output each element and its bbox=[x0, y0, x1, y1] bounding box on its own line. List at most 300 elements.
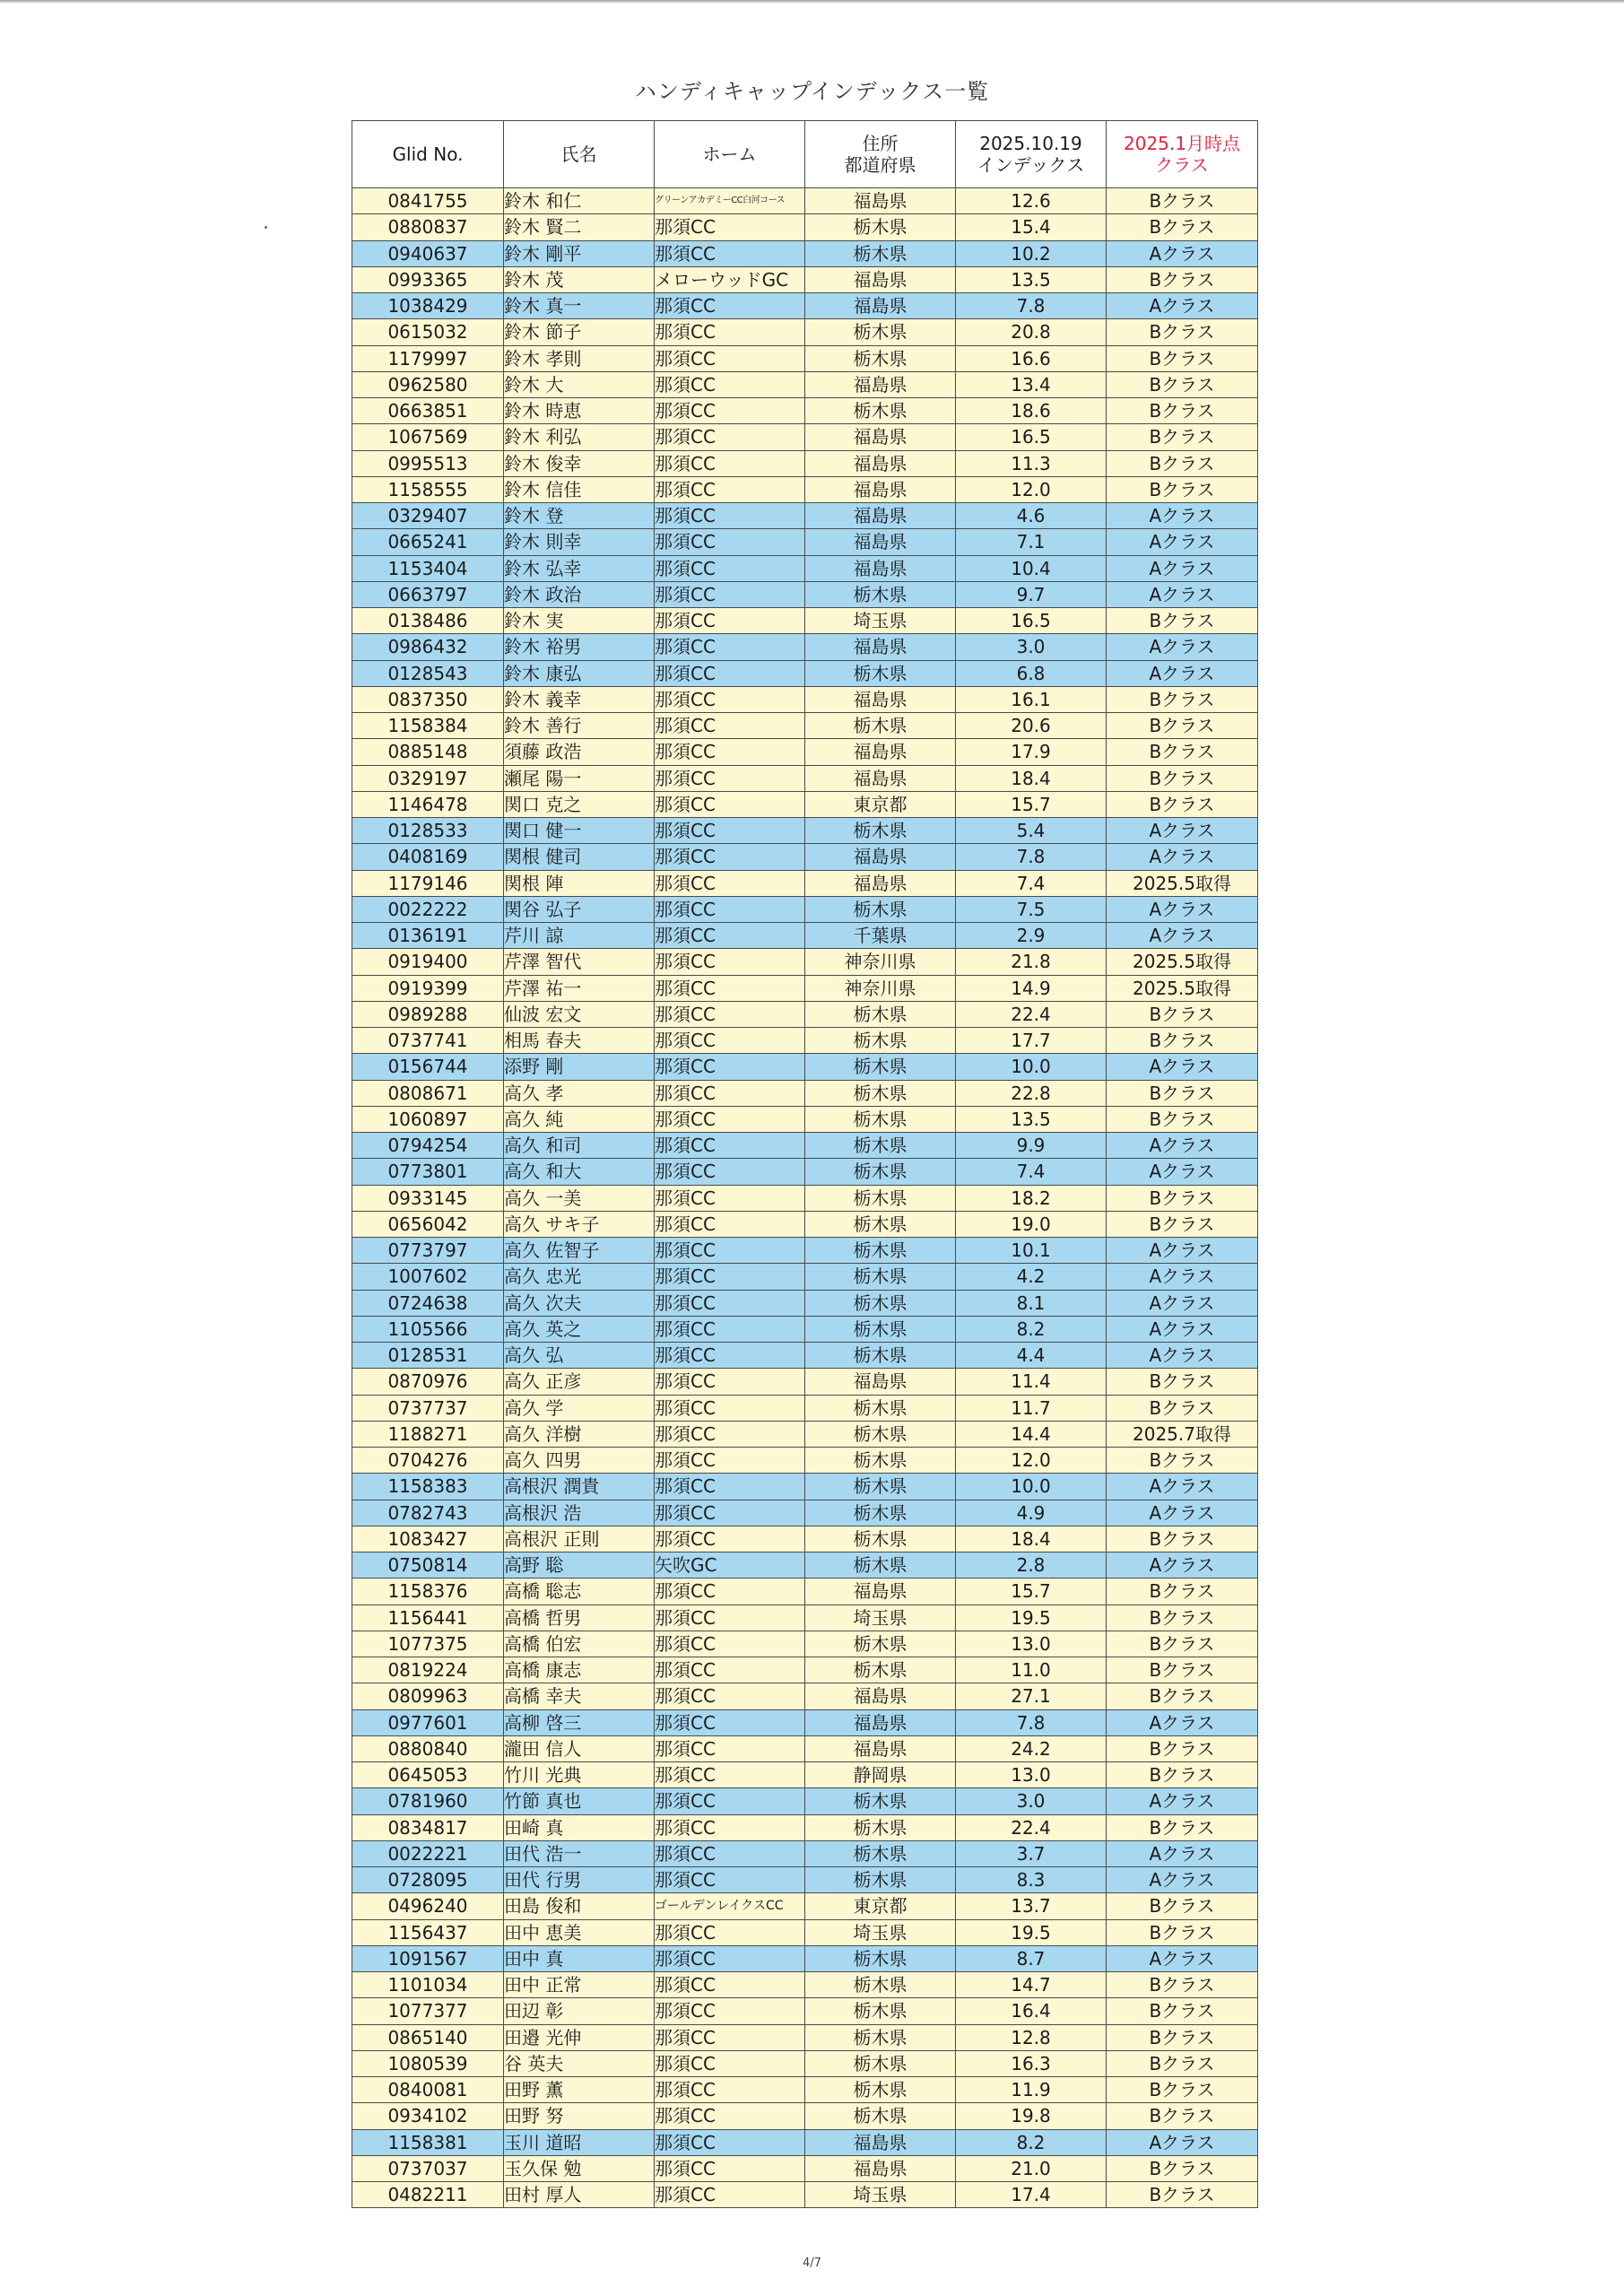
class-cell: Bクラス bbox=[1107, 2077, 1258, 2103]
prefecture-cell: 栃木県 bbox=[805, 1316, 956, 1342]
prefecture-cell: 福島県 bbox=[805, 529, 956, 555]
name-cell: 瀧田 信人 bbox=[504, 1735, 655, 1761]
name-cell: 田中 真 bbox=[504, 1945, 655, 1971]
class-cell: Bクラス bbox=[1107, 2182, 1258, 2208]
name-cell: 鈴木 和仁 bbox=[504, 188, 655, 214]
home-cell: メローウッドGC bbox=[655, 266, 805, 292]
index-cell: 19.0 bbox=[956, 1211, 1107, 1237]
prefecture-cell: 福島県 bbox=[805, 555, 956, 581]
home-cell: 那須CC bbox=[655, 398, 805, 424]
index-cell: 10.4 bbox=[956, 555, 1107, 581]
home-cell: 那須CC bbox=[655, 1605, 805, 1631]
home-cell: 那須CC bbox=[655, 214, 805, 240]
prefecture-cell: 栃木県 bbox=[805, 214, 956, 240]
table-row bbox=[352, 1578, 1258, 1605]
prefecture-cell: 栃木県 bbox=[805, 1290, 956, 1316]
index-cell: 9.7 bbox=[956, 581, 1107, 607]
prefecture-cell: 栃木県 bbox=[805, 2024, 956, 2050]
name-cell: 鈴木 信佳 bbox=[504, 476, 655, 502]
name-cell: 高橋 伯宏 bbox=[504, 1631, 655, 1657]
table-row bbox=[352, 2155, 1258, 2181]
index-cell: 15.4 bbox=[956, 214, 1107, 240]
index-cell: 10.2 bbox=[956, 240, 1107, 266]
prefecture-cell: 埼玉県 bbox=[805, 1919, 956, 1945]
prefecture-cell: 埼玉県 bbox=[805, 608, 956, 634]
table-row bbox=[352, 923, 1258, 949]
index-cell: 7.8 bbox=[956, 293, 1107, 319]
prefecture-cell: 栃木県 bbox=[805, 1840, 956, 1866]
page-title: ハンディキャップインデックス一覧 bbox=[634, 79, 990, 104]
glid-cell: 0837350 bbox=[352, 686, 504, 712]
index-cell: 13.0 bbox=[956, 1762, 1107, 1788]
home-cell: 那須CC bbox=[655, 2050, 805, 2076]
name-cell: 田崎 真 bbox=[504, 1814, 655, 1840]
prefecture-cell: 栃木県 bbox=[805, 1814, 956, 1840]
home-cell: 那須CC bbox=[655, 1159, 805, 1185]
glid-cell: 0737037 bbox=[352, 2155, 504, 2181]
index-cell: 18.2 bbox=[956, 1185, 1107, 1211]
glid-cell: 1067569 bbox=[352, 424, 504, 450]
prefecture-cell: 栃木県 bbox=[805, 1238, 956, 1264]
prefecture-cell: 福島県 bbox=[805, 1683, 956, 1709]
table-row bbox=[352, 896, 1258, 922]
index-cell: 2.8 bbox=[956, 1552, 1107, 1578]
name-cell: 鈴木 善行 bbox=[504, 713, 655, 739]
class-cell: Aクラス bbox=[1107, 1290, 1258, 1316]
home-cell: 那須CC bbox=[655, 1001, 805, 1027]
class-cell: Aクラス bbox=[1107, 634, 1258, 660]
scan-speck bbox=[265, 226, 267, 229]
home-cell: 那須CC bbox=[655, 1369, 805, 1395]
home-cell: 那須CC bbox=[655, 1106, 805, 1132]
index-cell: 5.4 bbox=[956, 818, 1107, 844]
name-cell: 鈴木 康弘 bbox=[504, 660, 655, 686]
index-cell: 13.5 bbox=[956, 266, 1107, 292]
table-row bbox=[352, 1631, 1258, 1657]
prefecture-cell: 栃木県 bbox=[805, 345, 956, 371]
glid-cell: 1077377 bbox=[352, 1998, 504, 2024]
header-prefecture bbox=[805, 121, 956, 188]
table-row bbox=[352, 1735, 1258, 1761]
index-cell: 11.3 bbox=[956, 450, 1107, 476]
index-cell: 16.4 bbox=[956, 1998, 1107, 2024]
name-cell: 田代 浩一 bbox=[504, 1840, 655, 1866]
index-cell: 19.5 bbox=[956, 1605, 1107, 1631]
class-cell: Aクラス bbox=[1107, 1840, 1258, 1866]
glid-cell: 1158376 bbox=[352, 1578, 504, 1605]
index-cell: 13.0 bbox=[956, 1631, 1107, 1657]
prefecture-cell: 福島県 bbox=[805, 371, 956, 397]
glid-cell: 0728095 bbox=[352, 1867, 504, 1893]
home-cell: 那須CC bbox=[655, 1683, 805, 1709]
class-cell: Aクラス bbox=[1107, 1316, 1258, 1342]
home-cell: 那須CC bbox=[655, 791, 805, 817]
name-cell: 高久 洋樹 bbox=[504, 1421, 655, 1447]
table-row bbox=[352, 371, 1258, 397]
index-cell: 7.4 bbox=[956, 870, 1107, 896]
home-cell: 那須CC bbox=[655, 2024, 805, 2050]
index-cell: 3.7 bbox=[956, 1840, 1107, 1866]
name-cell: 竹川 光典 bbox=[504, 1762, 655, 1788]
prefecture-cell: 栃木県 bbox=[805, 1421, 956, 1447]
glid-cell: 1158381 bbox=[352, 2129, 504, 2155]
class-cell: Bクラス bbox=[1107, 2103, 1258, 2129]
header-home: ホーム bbox=[655, 121, 805, 188]
class-cell: Bクラス bbox=[1107, 1395, 1258, 1421]
glid-cell: 1091567 bbox=[352, 1945, 504, 1971]
class-cell: Bクラス bbox=[1107, 345, 1258, 371]
glid-cell: 0138486 bbox=[352, 608, 504, 634]
home-cell: 那須CC bbox=[655, 1448, 805, 1474]
index-cell: 27.1 bbox=[956, 1683, 1107, 1709]
table-row bbox=[352, 818, 1258, 844]
table-row bbox=[352, 1316, 1258, 1342]
name-cell: 鈴木 時恵 bbox=[504, 398, 655, 424]
header-class-line1: 2025.1月時点 bbox=[1124, 133, 1240, 154]
class-cell: Bクラス bbox=[1107, 1526, 1258, 1552]
table-row bbox=[352, 1448, 1258, 1474]
prefecture-cell: 栃木県 bbox=[805, 1106, 956, 1132]
name-cell: 高久 一美 bbox=[504, 1185, 655, 1211]
name-cell: 田野 努 bbox=[504, 2103, 655, 2129]
home-cell: 那須CC bbox=[655, 634, 805, 660]
glid-cell: 0870976 bbox=[352, 1369, 504, 1395]
index-cell: 11.0 bbox=[956, 1657, 1107, 1683]
name-cell: 田野 薫 bbox=[504, 2077, 655, 2103]
home-cell: 那須CC bbox=[655, 765, 805, 791]
home-cell: 那須CC bbox=[655, 2103, 805, 2129]
class-cell: Aクラス bbox=[1107, 923, 1258, 949]
glid-cell: 1083427 bbox=[352, 1526, 504, 1552]
page-number: 4/7 bbox=[803, 2257, 821, 2270]
table-header-row bbox=[352, 121, 1258, 188]
prefecture-cell: 栃木県 bbox=[805, 1080, 956, 1106]
name-cell: 高柳 啓三 bbox=[504, 1709, 655, 1735]
home-cell: 那須CC bbox=[655, 1631, 805, 1657]
table-row bbox=[352, 1211, 1258, 1237]
home-cell: 那須CC bbox=[655, 2155, 805, 2181]
table-row bbox=[352, 870, 1258, 896]
table-body bbox=[352, 188, 1258, 2208]
name-cell: 田辺 彰 bbox=[504, 1998, 655, 2024]
index-cell: 7.5 bbox=[956, 896, 1107, 922]
glid-cell: 0880840 bbox=[352, 1735, 504, 1761]
glid-cell: 0737741 bbox=[352, 1028, 504, 1054]
home-cell: 那須CC bbox=[655, 1840, 805, 1866]
glid-cell: 1060897 bbox=[352, 1106, 504, 1132]
table-row bbox=[352, 1054, 1258, 1080]
prefecture-cell: 福島県 bbox=[805, 634, 956, 660]
class-cell: Aクラス bbox=[1107, 529, 1258, 555]
table-row bbox=[352, 949, 1258, 975]
index-cell: 12.8 bbox=[956, 2024, 1107, 2050]
name-cell: 田邉 光伸 bbox=[504, 2024, 655, 2050]
header-name: 氏名 bbox=[504, 121, 655, 188]
table-row bbox=[352, 214, 1258, 240]
index-cell: 2.9 bbox=[956, 923, 1107, 949]
index-cell: 8.3 bbox=[956, 1867, 1107, 1893]
class-cell: Aクラス bbox=[1107, 1264, 1258, 1290]
home-cell: 那須CC bbox=[655, 975, 805, 1001]
name-cell: 鈴木 義幸 bbox=[504, 686, 655, 712]
name-cell: 関谷 弘子 bbox=[504, 896, 655, 922]
class-cell: Aクラス bbox=[1107, 1474, 1258, 1500]
index-cell: 20.8 bbox=[956, 319, 1107, 345]
table-row bbox=[352, 1343, 1258, 1369]
home-cell: 那須CC bbox=[655, 686, 805, 712]
table-row bbox=[352, 1709, 1258, 1735]
class-cell: Bクラス bbox=[1107, 1893, 1258, 1919]
glid-cell: 0919399 bbox=[352, 975, 504, 1001]
table-row bbox=[352, 345, 1258, 371]
header-index-line1: 2025.10.19 bbox=[979, 133, 1082, 154]
name-cell: 関口 克之 bbox=[504, 791, 655, 817]
table-row bbox=[352, 1840, 1258, 1866]
name-cell: 高久 四男 bbox=[504, 1448, 655, 1474]
prefecture-cell: 栃木県 bbox=[805, 2103, 956, 2129]
prefecture-cell: 栃木県 bbox=[805, 1001, 956, 1027]
prefecture-cell: 栃木県 bbox=[805, 1028, 956, 1054]
prefecture-cell: 栃木県 bbox=[805, 1998, 956, 2024]
table-row bbox=[352, 398, 1258, 424]
class-cell: Bクラス bbox=[1107, 1001, 1258, 1027]
index-cell: 8.2 bbox=[956, 2129, 1107, 2155]
class-cell: Bクラス bbox=[1107, 1919, 1258, 1945]
glid-cell: 0934102 bbox=[352, 2103, 504, 2129]
prefecture-cell: 東京都 bbox=[805, 791, 956, 817]
home-cell: 那須CC bbox=[655, 1395, 805, 1421]
class-cell: Aクラス bbox=[1107, 1343, 1258, 1369]
table-row bbox=[352, 1474, 1258, 1500]
class-cell: Aクラス bbox=[1107, 1159, 1258, 1185]
name-cell: 関口 健一 bbox=[504, 818, 655, 844]
home-cell: 那須CC bbox=[655, 293, 805, 319]
name-cell: 高久 サキ子 bbox=[504, 1211, 655, 1237]
name-cell: 添野 剛 bbox=[504, 1054, 655, 1080]
class-cell: Bクラス bbox=[1107, 1080, 1258, 1106]
name-cell: 田代 行男 bbox=[504, 1867, 655, 1893]
class-cell: Bクラス bbox=[1107, 739, 1258, 765]
index-cell: 12.0 bbox=[956, 1448, 1107, 1474]
name-cell: 谷 英夫 bbox=[504, 2050, 655, 2076]
class-cell: Bクラス bbox=[1107, 266, 1258, 292]
glid-cell: 0773801 bbox=[352, 1159, 504, 1185]
glid-cell: 0022221 bbox=[352, 1840, 504, 1866]
table-row bbox=[352, 1762, 1258, 1788]
table-row bbox=[352, 765, 1258, 791]
table-row bbox=[352, 2024, 1258, 2050]
table-row bbox=[352, 1264, 1258, 1290]
index-cell: 21.8 bbox=[956, 949, 1107, 975]
name-cell: 鈴木 裕男 bbox=[504, 634, 655, 660]
prefecture-cell: 栃木県 bbox=[805, 398, 956, 424]
index-cell: 16.6 bbox=[956, 345, 1107, 371]
glid-cell: 0737737 bbox=[352, 1395, 504, 1421]
table-row bbox=[352, 1080, 1258, 1106]
home-cell: 那須CC bbox=[655, 581, 805, 607]
name-cell: 仙波 宏文 bbox=[504, 1001, 655, 1027]
index-cell: 22.8 bbox=[956, 1080, 1107, 1106]
name-cell: 高野 聡 bbox=[504, 1552, 655, 1578]
index-cell: 11.4 bbox=[956, 1369, 1107, 1395]
home-cell: 那須CC bbox=[655, 529, 805, 555]
home-cell: 那須CC bbox=[655, 1343, 805, 1369]
class-cell: Bクラス bbox=[1107, 476, 1258, 502]
class-cell: Aクラス bbox=[1107, 555, 1258, 581]
prefecture-cell: 埼玉県 bbox=[805, 2182, 956, 2208]
class-cell: Bクラス bbox=[1107, 1028, 1258, 1054]
glid-cell: 1077375 bbox=[352, 1631, 504, 1657]
glid-cell: 0724638 bbox=[352, 1290, 504, 1316]
header-index-line2: インデックス bbox=[977, 154, 1085, 176]
table-row bbox=[352, 1814, 1258, 1840]
prefecture-cell: 栃木県 bbox=[805, 2050, 956, 2076]
header-index bbox=[956, 121, 1107, 188]
index-cell: 16.1 bbox=[956, 686, 1107, 712]
name-cell: 高久 正彦 bbox=[504, 1369, 655, 1395]
glid-cell: 1146478 bbox=[352, 791, 504, 817]
home-cell: 那須CC bbox=[655, 1972, 805, 1998]
home-cell: 那須CC bbox=[655, 818, 805, 844]
index-cell: 8.2 bbox=[956, 1316, 1107, 1342]
prefecture-cell: 福島県 bbox=[805, 1735, 956, 1761]
glid-cell: 0986432 bbox=[352, 634, 504, 660]
class-cell: Bクラス bbox=[1107, 1735, 1258, 1761]
scan-edge bbox=[0, 0, 1624, 4]
glid-cell: 0933145 bbox=[352, 1185, 504, 1211]
index-cell: 4.6 bbox=[956, 503, 1107, 529]
name-cell: 高橋 聡志 bbox=[504, 1578, 655, 1605]
class-cell: Bクラス bbox=[1107, 765, 1258, 791]
home-cell: 那須CC bbox=[655, 1762, 805, 1788]
prefecture-cell: 栃木県 bbox=[805, 1788, 956, 1814]
table-row bbox=[352, 2050, 1258, 2076]
class-cell: Bクラス bbox=[1107, 1185, 1258, 1211]
glid-cell: 1101034 bbox=[352, 1972, 504, 1998]
home-cell: 那須CC bbox=[655, 1867, 805, 1893]
home-cell: 那須CC bbox=[655, 1028, 805, 1054]
glid-cell: 0819224 bbox=[352, 1657, 504, 1683]
class-cell: Bクラス bbox=[1107, 450, 1258, 476]
table-row bbox=[352, 2182, 1258, 2208]
glid-cell: 1038429 bbox=[352, 293, 504, 319]
index-cell: 7.1 bbox=[956, 529, 1107, 555]
name-cell: 高久 純 bbox=[504, 1106, 655, 1132]
prefecture-cell: 福島県 bbox=[805, 1369, 956, 1395]
name-cell: 田村 厚人 bbox=[504, 2182, 655, 2208]
home-cell: 那須CC bbox=[655, 1814, 805, 1840]
home-cell: 那須CC bbox=[655, 345, 805, 371]
home-cell: 那須CC bbox=[655, 1264, 805, 1290]
glid-cell: 0962580 bbox=[352, 371, 504, 397]
glid-cell: 0840081 bbox=[352, 2077, 504, 2103]
name-cell: 鈴木 真一 bbox=[504, 293, 655, 319]
name-cell: 鈴木 利弘 bbox=[504, 424, 655, 450]
class-cell: Aクラス bbox=[1107, 1788, 1258, 1814]
glid-cell: 0919400 bbox=[352, 949, 504, 975]
home-cell: 那須CC bbox=[655, 1998, 805, 2024]
table-row bbox=[352, 2129, 1258, 2155]
index-cell: 11.9 bbox=[956, 2077, 1107, 2103]
table-row bbox=[352, 450, 1258, 476]
home-cell: 那須CC bbox=[655, 739, 805, 765]
table-row bbox=[352, 1421, 1258, 1447]
name-cell: 高久 和大 bbox=[504, 1159, 655, 1185]
glid-cell: 1153404 bbox=[352, 555, 504, 581]
table-row bbox=[352, 1945, 1258, 1971]
name-cell: 高根沢 浩 bbox=[504, 1500, 655, 1526]
name-cell: 高橋 幸夫 bbox=[504, 1683, 655, 1709]
prefecture-cell: 埼玉県 bbox=[805, 1605, 956, 1631]
prefecture-cell: 栃木県 bbox=[805, 1945, 956, 1971]
class-cell: Aクラス bbox=[1107, 1054, 1258, 1080]
class-cell: Bクラス bbox=[1107, 2155, 1258, 2181]
class-cell: Bクラス bbox=[1107, 2050, 1258, 2076]
table-row bbox=[352, 555, 1258, 581]
class-cell: Aクラス bbox=[1107, 1945, 1258, 1971]
home-cell: 那須CC bbox=[655, 660, 805, 686]
class-cell: Aクラス bbox=[1107, 240, 1258, 266]
prefecture-cell: 福島県 bbox=[805, 870, 956, 896]
home-cell: 那須CC bbox=[655, 1316, 805, 1342]
prefecture-cell: 栃木県 bbox=[805, 1552, 956, 1578]
glid-cell: 0665241 bbox=[352, 529, 504, 555]
home-cell: 那須CC bbox=[655, 371, 805, 397]
glid-cell: 0977601 bbox=[352, 1709, 504, 1735]
index-cell: 22.4 bbox=[956, 1814, 1107, 1840]
glid-cell: 0645053 bbox=[352, 1762, 504, 1788]
glid-cell: 0704276 bbox=[352, 1448, 504, 1474]
class-cell: Bクラス bbox=[1107, 214, 1258, 240]
index-cell: 7.8 bbox=[956, 844, 1107, 870]
table-row bbox=[352, 608, 1258, 634]
prefecture-cell: 栃木県 bbox=[805, 1474, 956, 1500]
prefecture-cell: 東京都 bbox=[805, 1893, 956, 1919]
class-cell: Bクラス bbox=[1107, 791, 1258, 817]
table-row bbox=[352, 1369, 1258, 1395]
prefecture-cell: 福島県 bbox=[805, 476, 956, 502]
index-cell: 12.0 bbox=[956, 476, 1107, 502]
glid-cell: 0329407 bbox=[352, 503, 504, 529]
class-cell: Bクラス bbox=[1107, 1106, 1258, 1132]
class-cell: Aクラス bbox=[1107, 1133, 1258, 1159]
table-row bbox=[352, 1290, 1258, 1316]
prefecture-cell: 福島県 bbox=[805, 188, 956, 214]
class-cell: 2025.5取得 bbox=[1107, 870, 1258, 896]
index-cell: 6.8 bbox=[956, 660, 1107, 686]
class-cell: Bクラス bbox=[1107, 1683, 1258, 1709]
glid-cell: 0782743 bbox=[352, 1500, 504, 1526]
header-glid: Glid No. bbox=[352, 121, 504, 188]
index-cell: 24.2 bbox=[956, 1735, 1107, 1761]
glid-cell: 1188271 bbox=[352, 1421, 504, 1447]
glid-cell: 0022222 bbox=[352, 896, 504, 922]
prefecture-cell: 福島県 bbox=[805, 266, 956, 292]
name-cell: 鈴木 剛平 bbox=[504, 240, 655, 266]
table-row bbox=[352, 240, 1258, 266]
class-cell: Aクラス bbox=[1107, 1500, 1258, 1526]
glid-cell: 0408169 bbox=[352, 844, 504, 870]
index-cell: 3.0 bbox=[956, 1788, 1107, 1814]
home-cell: 那須CC bbox=[655, 1474, 805, 1500]
glid-cell: 0865140 bbox=[352, 2024, 504, 2050]
glid-cell: 0663851 bbox=[352, 398, 504, 424]
class-cell: 2025.7取得 bbox=[1107, 1421, 1258, 1447]
name-cell: 鈴木 節子 bbox=[504, 319, 655, 345]
index-cell: 4.9 bbox=[956, 1500, 1107, 1526]
table-row bbox=[352, 319, 1258, 345]
prefecture-cell: 栃木県 bbox=[805, 660, 956, 686]
